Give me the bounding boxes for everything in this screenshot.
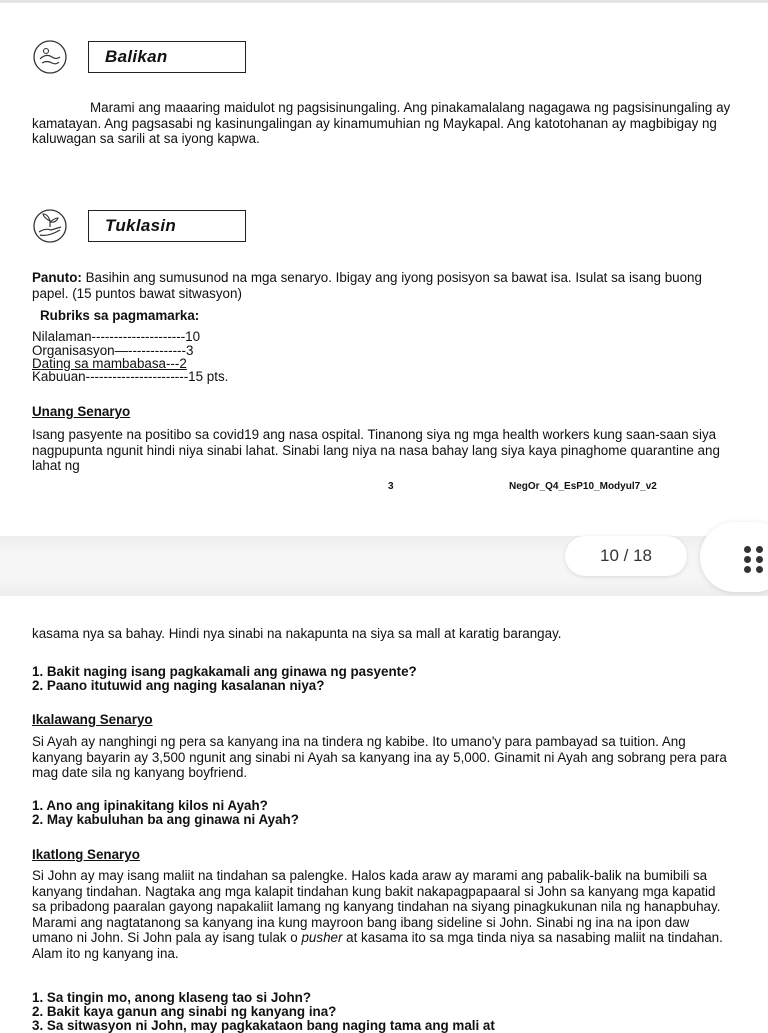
unang-question-2: 2. Paano itutuwid ang naging kasalanan niya?	[32, 678, 325, 693]
ikatlong-senaryo-heading: Ikatlong Senaryo	[32, 847, 140, 862]
unang-question-1: 1. Bakit naging isang pagkakamali ang ginawa ng pasyente?	[32, 664, 417, 679]
ikatlong-text-italic: pusher	[301, 930, 343, 945]
continuation-text: kasama nya sa bahay. Hindi nya sinabi na nakapunta na siya sa mall at karatig barangay.	[32, 626, 562, 641]
rubrik-organisasyon: Organisasyon—-------------3	[32, 343, 194, 358]
rubriks-title: Rubriks sa pagmamarka:	[40, 308, 200, 323]
ikatlong-question-2: 2. Bakit kaya ganun ang sinabi ng kanyang ina?	[32, 1004, 337, 1019]
tuklasin-title: Tuklasin	[105, 216, 177, 235]
ikalawang-question-2: 2. May kabuluhan ba ang ginawa ni Ayah?	[32, 812, 299, 827]
ikalawang-question-1: 1. Ano ang ipinakitang kilos ni Ayah?	[32, 798, 268, 813]
rubrik-dating: Dating sa mambabasa---2	[32, 356, 187, 371]
page-indicator	[565, 536, 687, 576]
footer-module-code: NegOr_Q4_EsP10_Modyul7_v2	[509, 481, 657, 492]
ikatlong-question-3: 3. Sa sitwasyon ni John, may pagkakataon bang naging tama ang mali at	[32, 1018, 495, 1033]
ikatlong-text-part2: at kasama ito sa mga tinda niya sa nasabing maliit na tindahan. Alam ito ng kanyang ina.	[32, 930, 723, 961]
hand-plant-icon	[32, 208, 68, 244]
ikatlong-text-part1: Si John ay may isang maliit na tindahan sa palengke. Halos kada araw ay marami ang pabalik-balik na bumibili sa kanyang tindahan. Nagtaka ang mga kalapit tindahan kung bakit nakapagpapaaral si John sa kanyang mga kapatid sa pribadong paaralan gayong napakaliit lamang ng kanyang tindahan na siyang pinagkukunan nila ng hanapbuhay. Marami ang nagtatanong sa kanyang ina kung mayroon bang ibang sideline si John. Sinabi ng ina na ipon daw umano ni John. Si John pala ay isang tulak o	[32, 868, 721, 945]
balikan-title-box	[88, 41, 246, 73]
balikan-title: Balikan	[105, 47, 168, 66]
unang-senaryo-heading: Unang Senaryo	[32, 404, 131, 419]
panuto-label: Panuto:	[32, 270, 82, 285]
balikan-paragraph: Marami ang maaaring maidulot ng pagsisinungaling. Ang pinakamalalang nagagawa ng pagsisinungaling ay kamatayan. Ang pagsasabi ng kasinungalingan ay kinamumuhian ng Maykapal. Ang katotohanan ay magbibigay ng kaluwagan sa sarili at sa iyong kapwa.	[32, 100, 731, 146]
ikalawang-senaryo-heading: Ikalawang Senaryo	[32, 712, 153, 727]
document-page-4	[0, 596, 768, 1033]
reflection-icon	[32, 39, 68, 75]
balikan-section-header	[32, 39, 246, 75]
rubrik-nilalaman: Nilalaman---------------------10	[32, 329, 201, 344]
page-indicator-text: 10 / 18	[600, 546, 652, 565]
unang-senaryo-text: Isang pasyente na positibo sa covid19 ang nasa ospital. Tinanong siya ng mga health workers kung saan-saan siya nagpupunta ngunit hindi niya sinabi lahat. Sinabi lang niya na nasa bahay lang siya kaya pinaghome quarantine ang lahat ng	[32, 427, 720, 473]
ikatlong-question-1: 1. Sa tingin mo, anong klaseng tao si John?	[32, 990, 312, 1005]
ikatlong-senaryo-text	[32, 868, 732, 961]
tuklasin-title-box	[88, 210, 246, 242]
tuklasin-section-header	[32, 208, 246, 244]
panuto-paragraph	[32, 270, 732, 301]
ikalawang-senaryo-text: Si Ayah ay nanghingi ng pera sa kanyang ina na tindera ng kabibe. Ito umano'y para pambayad sa tuition. Ang kanyang bayarin ay 3,500 ngunit ang sinabi ni Ayah sa kanyang ina ay 5,000. Ginamit ni Ayah ang sobrang pera para mag date sila ng kanyang boyfriend.	[32, 734, 727, 780]
rubrik-kabuuan: Kabuuan-----------------------15 pts.	[32, 369, 229, 384]
panuto-text: Basihin ang sumusunod na mga senaryo. Ibigay ang iyong posisyon sa bawat isa. Isulat sa isang buong papel. (15 puntos bawat sitwasyon)	[32, 270, 702, 301]
footer-page-number: 3	[388, 481, 394, 492]
menu-button[interactable]	[700, 522, 768, 592]
